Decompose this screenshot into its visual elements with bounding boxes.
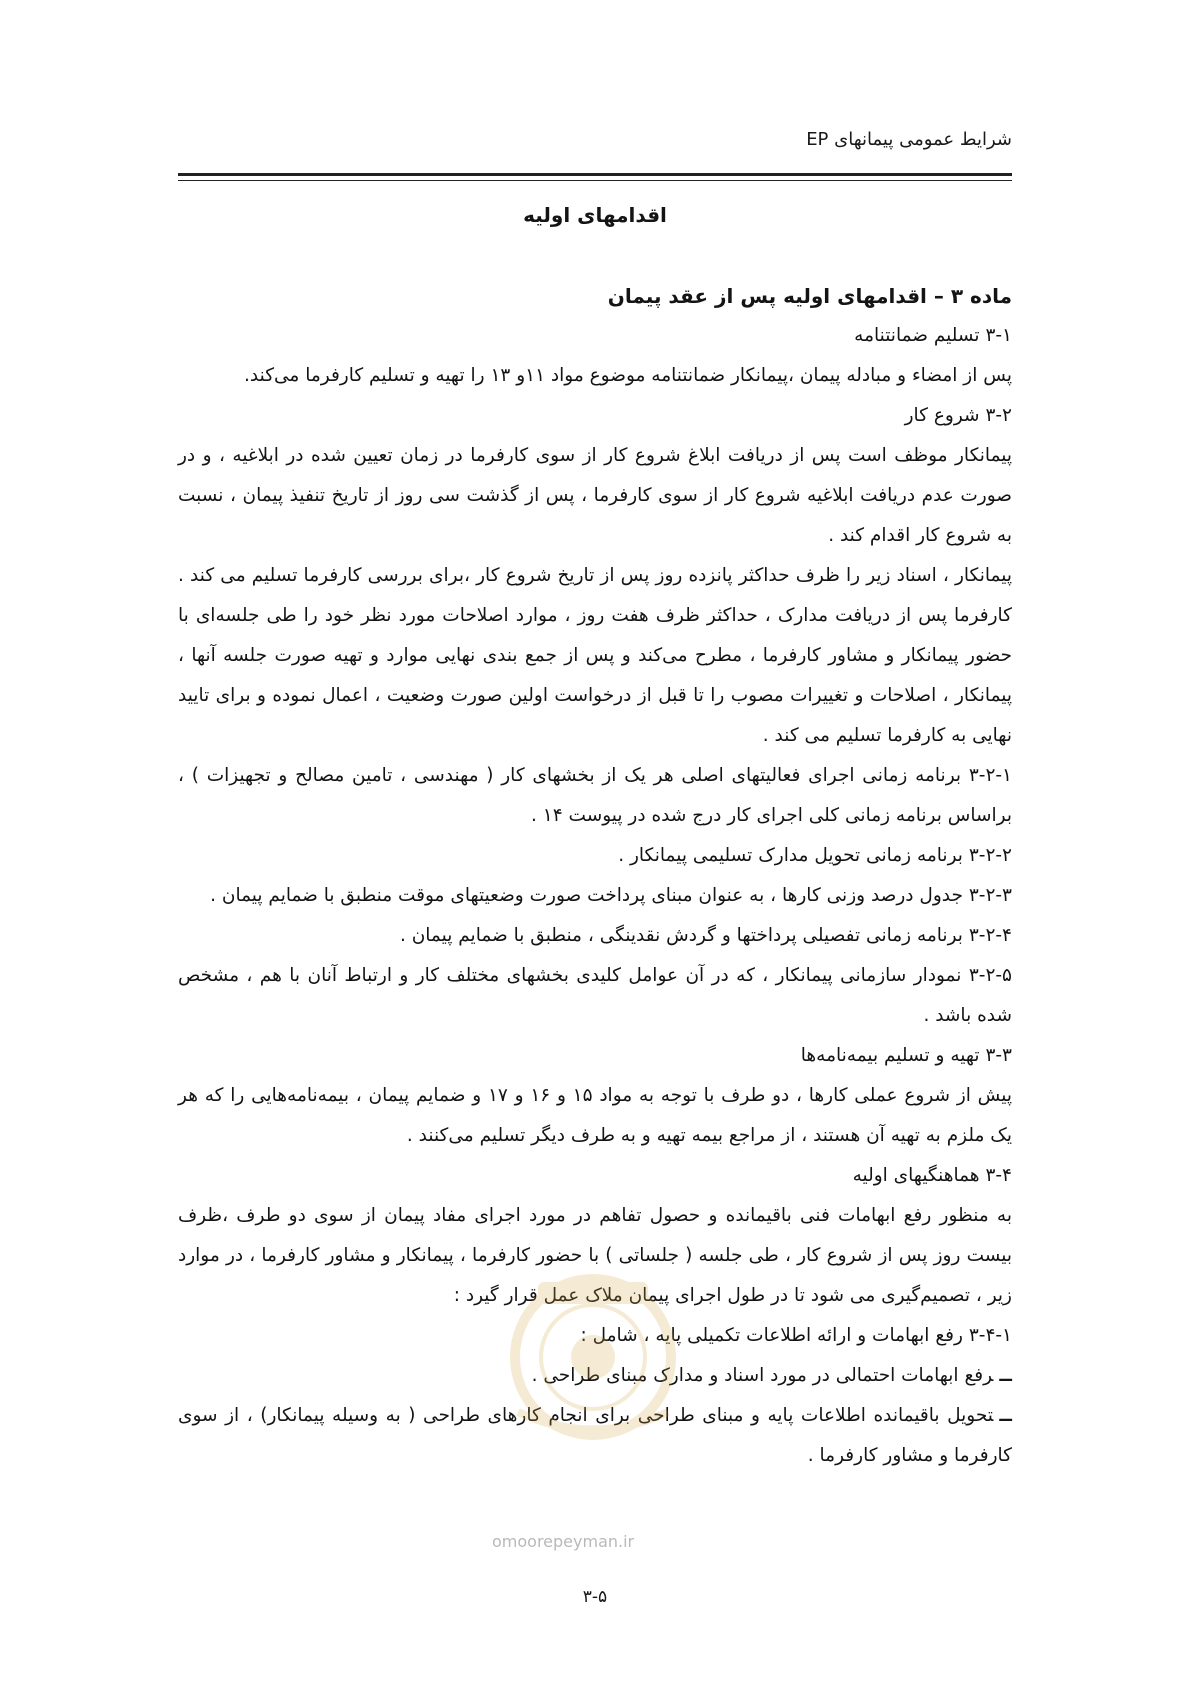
article-heading: ماده ۳ – اقدامهای اولیه پس از عقد پیمان (607, 284, 1012, 308)
section-title: اقدامهای اولیه (523, 203, 667, 227)
clause-3-2-3: ۳-۲-۳ جدول درصد وزنی کارها ، به عنوان مبنای پرداخت صورت وضعیتهای موقت منطبق با ضمایم پیمان . (210, 885, 1012, 906)
dash-mark: ــ (999, 1405, 1012, 1426)
clause-3-1-heading: ۳-۱ تسلیم ضمانتنامه (854, 325, 1012, 346)
dash-mark: ــ (999, 1365, 1012, 1386)
clause-3-1-text: پس از امضاء و مبادله پیمان ،پیمانکار ضمانتنامه موضوع مواد ۱۱و ۱۳ را تهیه و تسلیم کارفرما می‌کند. (244, 365, 1012, 386)
clause-3-4-text: به منظور رفع ابهامات فنی باقیمانده و حصول تفاهم در مورد اجرای مفاد پیمان از سوی دو طرف ،ظرف بیست روز پس از شروع کار ، طی جلسه ( جلساتی ) با حضور کارفرما ، پیمانکار و مشاور کارفرما ، در موارد زیر ، تصمیم‌گیری می شود تا در طول اجرای پیمان ملاک عمل قرار گیرد : (178, 1205, 1012, 1306)
dash-item-text: رفع ابهامات احتمالی در مورد اسناد و مدارک مبنای طراحی . (531, 1365, 994, 1386)
dash-list-item (178, 1396, 1012, 1476)
clause-3-2-2: ۳-۲-۲ برنامه زمانی تحویل مدارک تسلیمی پیمانکار . (618, 845, 1012, 866)
clause-3-2-1: ۳-۲-۱ برنامه زمانی اجرای فعالیتهای اصلی هر یک از بخشهای کار ( مهندسی ، تامین مصالح و تجهیزات ) ، براساس برنامه زمانی کلی اجرای کار درج شده در پیوست ۱۴ . (178, 765, 1012, 826)
header-rule-thin (178, 180, 1012, 181)
clause-3-2-documents-text: پیمانکار ، اسناد زیر را ظرف حداکثر پانزده روز پس از تاریخ شروع کار ،برای بررسی کارفرما تسلیم می کند . کارفرما پس از دریافت مدارک ، حداکثر ظرف هفت روز ، موارد اصلاحات مورد نظر خود را طی جلسه‌ای با حضور پیمانکار و مشاور کارفرما ، مطرح می‌کند و پس از جمع بندی نهایی موارد و تهیه صورت جلسه آنها ، پیمانکار ، اصلاحات و تغییرات مصوب را تا قبل از درخواست اولین صورت وضعیت ، اعمال نموده و برای تایید نهایی به کارفرما تسلیم می کند . (178, 565, 1012, 746)
dash-item-text: تحویل باقیمانده اطلاعات پایه و مبنای طراحی برای انجام کارهای طراحی ( به وسیله پیمانکار) ، از سوی کارفرما و مشاور کارفرما . (178, 1405, 1012, 1466)
article-body (178, 276, 1012, 1476)
dash-list-item (178, 1356, 1012, 1396)
clause-3-2-text: پیمانکار موظف است پس از دریافت ابلاغ شروع کار از سوی کارفرما در زمان تعیین شده در ابلاغیه ، و در صورت عدم دریافت ابلاغیه شروع کار از سوی کارفرما ، پس از گذشت سی روز از تاریخ تنفیذ پیمان ، نسبت به شروع کار اقدام کند . (178, 445, 1012, 546)
clause-3-3-heading: ۳-۳ تهیه و تسلیم بیمه‌نامه‌ها (800, 1045, 1012, 1066)
clause-3-4-1: ۳-۴-۱ رفع ابهامات و ارائه اطلاعات تکمیلی پایه ، شامل : (580, 1325, 1012, 1346)
page-number: ۳-۵ (582, 1587, 608, 1607)
header-rule (178, 173, 1012, 176)
watermark-url: omoorepeyman.ir (492, 1532, 635, 1551)
running-header: شرایط عمومی پیمانهای EP (806, 129, 1012, 150)
clause-3-2-heading: ۳-۲ شروع کار (904, 405, 1012, 426)
clause-3-4-heading: ۳-۴ هماهنگیهای اولیه (852, 1165, 1012, 1186)
clause-3-2-5: ۳-۲-۵ نمودار سازمانی پیمانکار ، که در آن عوامل کلیدی بخشهای مختلف کار و ارتباط آنان با هم ، مشخص شده باشد . (178, 965, 1012, 1026)
clause-3-2-4: ۳-۲-۴ برنامه زمانی تفصیلی پرداختها و گردش نقدینگی ، منطبق با ضمایم پیمان . (399, 925, 1012, 946)
clause-3-3-text: پیش از شروع عملی کارها ، دو طرف با توجه به مواد ۱۵ و ۱۶ و ۱۷ و ضمایم پیمان ، بیمه‌نامه‌هایی را که هر یک ملزم به تهیه آن هستند ، از مراجع بیمه تهیه و به طرف دیگر تسلیم می‌کنند . (178, 1085, 1012, 1146)
